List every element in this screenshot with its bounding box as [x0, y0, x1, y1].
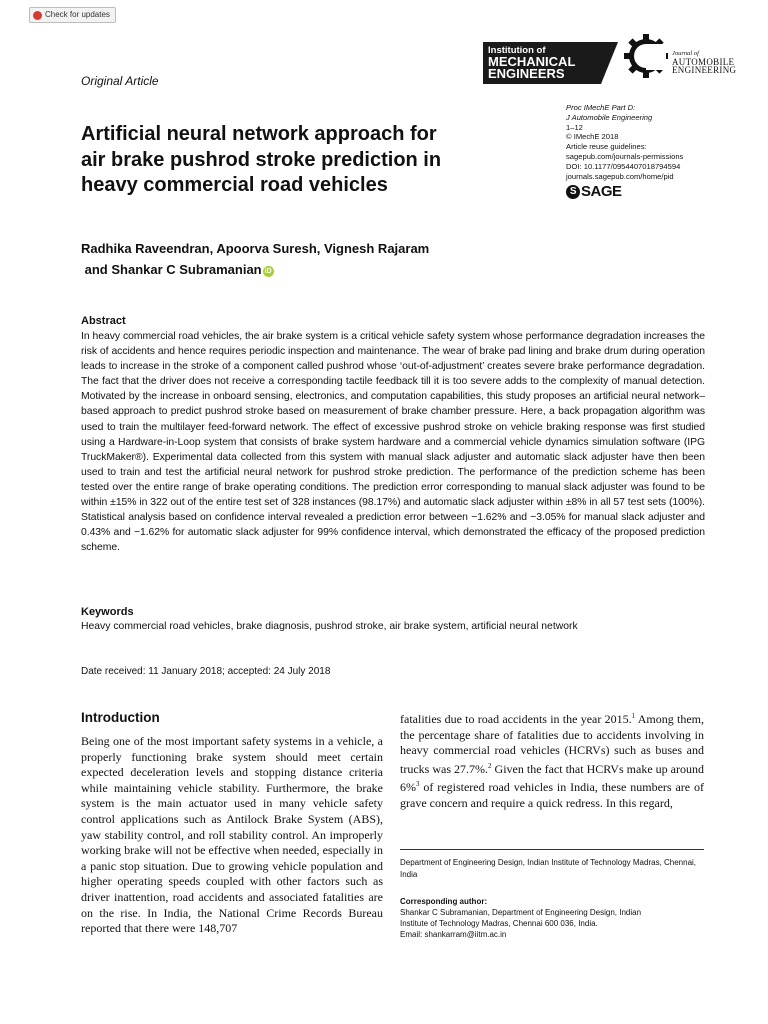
intro-text: of registered road vehicles in India, these numbers are of grave concern and require a quick redress. In this regard, — [400, 780, 704, 810]
meta-line: 1–12 — [566, 122, 583, 132]
logo-line: ENGINEERS — [488, 66, 565, 81]
author-line: Radhika Raveendran, Apoorva Suresh, Vignesh Rajaram — [81, 241, 430, 256]
journal-home-link[interactable]: journals.sagepub.com/home/pid — [566, 171, 674, 181]
check-for-updates-button[interactable] — [29, 7, 116, 23]
meta-line: © IMechE 2018 — [566, 132, 619, 142]
title-line: heavy commercial road vehicles — [81, 174, 388, 196]
meta-line: J Automobile Engineering — [566, 112, 653, 122]
intro-column-right — [400, 709, 704, 812]
abstract-text: In heavy commercial road vehicles, the air brake system is a critical vehicle safety system whose performance degradation increases the risk of accidents and hence requires periodic inspection and maintenance. The wear of brake pad lining and brake drum during operation leads to increase in the stroke of a component called pushrod whose ‘out-of-adjustment’ creates severe brake performance degradation. The fact that the driver does not receive a corresponding tactile feedback till it is too severe adds to the complexity of manual detection. Motivated by the increase in onboard sensing, electronics, and computation capabilities, this study proposes an artificial neural network–based approach to predict pushrod stroke based on measurement of brake chamber pressure. Here, a back propagation algorithm was used to train the multilayer feed-forward network. The effect of excessive pushrod stroke on vehicle braking response was first studied using a Hardware-in-Loop system that consists of brake system hardware and a commercial vehicle dynamics simulation software (IPG TruckMaker®). Experimental data collected from this system with manual slack adjuster and automatic slack adjuster have then been used to train and test the artificial neural network for pushrod stroke prediction. The performance of the prediction scheme has been tested over the entire range of brake operating conditions. The prediction error corresponding to manual slack adjuster was found to be within ±15% in 322 out of the entire test set of 328 instances (98.17%) and automatic slack adjuster within ±8% in all 57 test sets (100%). Statistical analysis based on confidence interval revealed a prediction error between −1.62% and −3.05% for manual slack adjuster and 0.43% and −1.62% for automatic slack adjuster for 99% confidence interval, which demonstrated the efficacy of the proposed prediction scheme. — [81, 331, 705, 554]
permissions-link[interactable]: sagepub.com/journals-permissions — [566, 151, 684, 161]
author-line: and Shankar C Subramanian — [84, 262, 262, 277]
logo-line: MECHANICAL — [488, 54, 576, 69]
check-for-updates-label: Check for updates — [45, 10, 110, 19]
paper-title — [81, 122, 531, 199]
reference-link[interactable]: 2 — [488, 761, 492, 770]
meta-line: Proc IMechE Part D: — [566, 103, 636, 112]
author-list — [81, 238, 541, 280]
keywords-heading: Keywords — [81, 606, 134, 618]
sage-logo-label: SAGE — [581, 183, 622, 200]
corresponding-author — [400, 896, 706, 940]
journal-logo-text — [672, 50, 736, 74]
orcid-icon[interactable]: iD — [264, 268, 272, 275]
sage-s-icon: S — [566, 185, 580, 199]
intro-text: Given the fact that HCRVs make up around 6% — [400, 761, 705, 795]
update-icon — [33, 11, 42, 20]
journal-meta — [566, 103, 683, 181]
keywords-text: Heavy commercial road vehicles, brake diagnosis, pushrod stroke, air brake system, artificial neural network — [81, 621, 578, 632]
logo-line: AUTOMOBILE — [672, 57, 735, 67]
corresponding-title: Corresponding author: — [400, 897, 488, 906]
intro-text: fatalities due to road accidents in the year 2015. — [400, 712, 632, 726]
reference-link[interactable]: 1 — [631, 712, 636, 720]
affiliation-footnote: Department of Engineering Design, Indian Institute of Technology Madras, Chennai, India — [400, 858, 697, 879]
logo-line: ENGINEERING — [672, 65, 737, 75]
article-type: Original Article — [81, 74, 159, 88]
sage-logo — [566, 183, 622, 200]
reference-link[interactable]: 3 — [416, 780, 420, 789]
logo-line: Institution of — [488, 45, 546, 56]
gear-icon — [622, 32, 670, 80]
title-line: air brake pushrod stroke prediction in — [81, 148, 442, 171]
corresponding-line: Institute of Technology Madras, Chennai 600 036, India. — [400, 919, 598, 928]
meta-line: Article reuse guidelines: — [566, 142, 647, 152]
logo-line: Journal of — [672, 50, 699, 57]
footnote-divider — [400, 849, 704, 850]
abstract-heading: Abstract — [81, 315, 126, 327]
email-link[interactable]: Email: shankarram@iitm.ac.in — [400, 930, 507, 939]
date-received: Date received: 11 January 2018; accepted: 24 July 2018 — [81, 666, 331, 677]
intro-column-left: Being one of the most important safety systems in a vehicle, a properly functioning brake system should meet certain expected deceleration levels and stopping distance criteria while maintaining vehicle stability. Furthermore, the brake system is the main actuator used in many vehicle safety control applications such as Antilock Brake System (ABS), yaw stability control, and roll stability control. An improperly working brake will not be effective when needed, especially in a panic stop situation. Due to growing vehicle population and higher operating speeds coupled with other factors such as driver inattention, road accidents and associated fatalities are on the rise. In India, the National Crime Records Bureau reported that there were 148,707 — [81, 734, 383, 936]
title-line: Artificial neural network approach for — [81, 123, 437, 145]
corresponding-line: Shankar C Subramanian, Department of Engineering Design, Indian — [400, 908, 642, 917]
imeche-logo-text — [488, 45, 575, 80]
introduction-heading: Introduction — [81, 710, 160, 725]
doi-link[interactable]: DOI: 10.1177/0954407018794594 — [566, 161, 681, 171]
intro-text: Among them, the percentage share of fatalities due to accidents involving in heavy commercial road vehicles (HCRVs) such as buses and trucks was 27.7%. — [400, 712, 704, 776]
